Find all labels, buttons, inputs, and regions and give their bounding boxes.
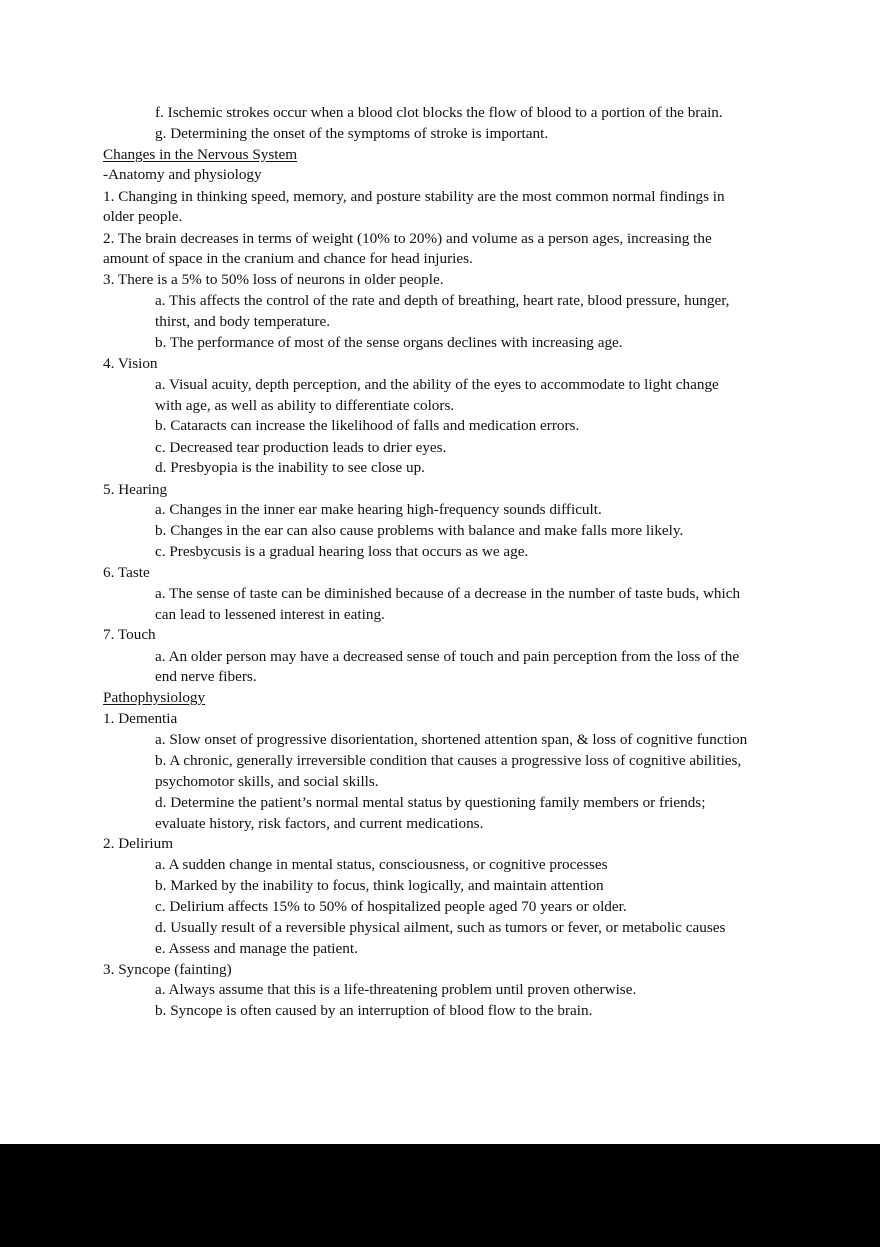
text-line: can lead to lessened interest in eating. — [155, 606, 385, 623]
text-line: evaluate history, risk factors, and current medications. — [155, 815, 484, 832]
text-line: b. Cataracts can increase the likelihood of falls and medication errors. — [155, 417, 580, 434]
text-line: 1. Changing in thinking speed, memory, and posture stability are the most common normal findings in — [103, 188, 725, 205]
bottom-black-bar — [0, 1144, 880, 1247]
section-heading: Changes in the Nervous System — [103, 146, 298, 163]
text-line: a. An older person may have a decreased sense of touch and pain perception from the loss of the — [155, 648, 740, 665]
text-line: d. Usually result of a reversible physical ailment, such as tumors or fever, or metabolic causes — [155, 919, 726, 936]
text-line: a. Visual acuity, depth perception, and the ability of the eyes to accommodate to light change — [155, 376, 719, 393]
text-line: d. Presbyopia is the inability to see close up. — [155, 459, 425, 476]
text-line: thirst, and body temperature. — [155, 313, 331, 330]
text-line: amount of space in the cranium and chance for head injuries. — [103, 250, 473, 267]
text-line: g. Determining the onset of the symptoms of stroke is important. — [155, 125, 549, 142]
text-line: c. Presbycusis is a gradual hearing loss that occurs as we age. — [155, 543, 529, 560]
text-line: b. Syncope is often caused by an interruption of blood flow to the brain. — [155, 1002, 593, 1019]
text-line: a. The sense of taste can be diminished because of a decrease in the number of taste buds, which — [155, 585, 741, 602]
text-line: d. Determine the patient’s normal mental status by questioning family members or friends; — [155, 794, 706, 811]
text-line: a. Always assume that this is a life-threatening problem until proven otherwise. — [155, 981, 637, 998]
text-line: 1. Dementia — [103, 710, 178, 727]
text-line: a. Slow onset of progressive disorientation, shortened attention span, & loss of cognitive function — [155, 731, 748, 748]
text-line: a. This affects the control of the rate and depth of breathing, heart rate, blood pressure, hunger, — [155, 292, 730, 309]
text-line: f. Ischemic strokes occur when a blood clot blocks the flow of blood to a portion of the brain. — [155, 104, 723, 121]
text-line: a. Changes in the inner ear make hearing high-frequency sounds difficult. — [155, 501, 602, 518]
text-line: c. Decreased tear production leads to drier eyes. — [155, 439, 447, 456]
text-line: -Anatomy and physiology — [103, 166, 262, 183]
text-line: with age, as well as ability to differentiate colors. — [155, 397, 455, 414]
text-line: b. Marked by the inability to focus, think logically, and maintain attention — [155, 877, 604, 894]
text-line: b. The performance of most of the sense organs declines with increasing age. — [155, 334, 623, 351]
text-line: a. A sudden change in mental status, consciousness, or cognitive processes — [155, 856, 608, 873]
text-line: older people. — [103, 208, 183, 225]
text-line: c. Delirium affects 15% to 50% of hospitalized people aged 70 years or older. — [155, 898, 627, 915]
text-line: 2. Delirium — [103, 835, 174, 852]
text-line: 2. The brain decreases in terms of weight (10% to 20%) and volume as a person ages, increasing the — [103, 230, 712, 247]
section-heading: Pathophysiology — [103, 689, 206, 706]
text-line: 4. Vision — [103, 355, 158, 372]
text-line: end nerve fibers. — [155, 668, 257, 685]
text-line: psychomotor skills, and social skills. — [155, 773, 379, 790]
text-line: 3. Syncope (fainting) — [103, 961, 232, 978]
text-line: e. Assess and manage the patient. — [155, 940, 358, 957]
text-line: 7. Touch — [103, 626, 156, 643]
text-line: b. A chronic, generally irreversible condition that causes a progressive loss of cognitive abilities, — [155, 752, 742, 769]
text-line: 5. Hearing — [103, 481, 168, 498]
text-line: 3. There is a 5% to 50% loss of neurons in older people. — [103, 271, 444, 288]
text-line: b. Changes in the ear can also cause problems with balance and make falls more likely. — [155, 522, 684, 539]
text-line: 6. Taste — [103, 564, 150, 581]
